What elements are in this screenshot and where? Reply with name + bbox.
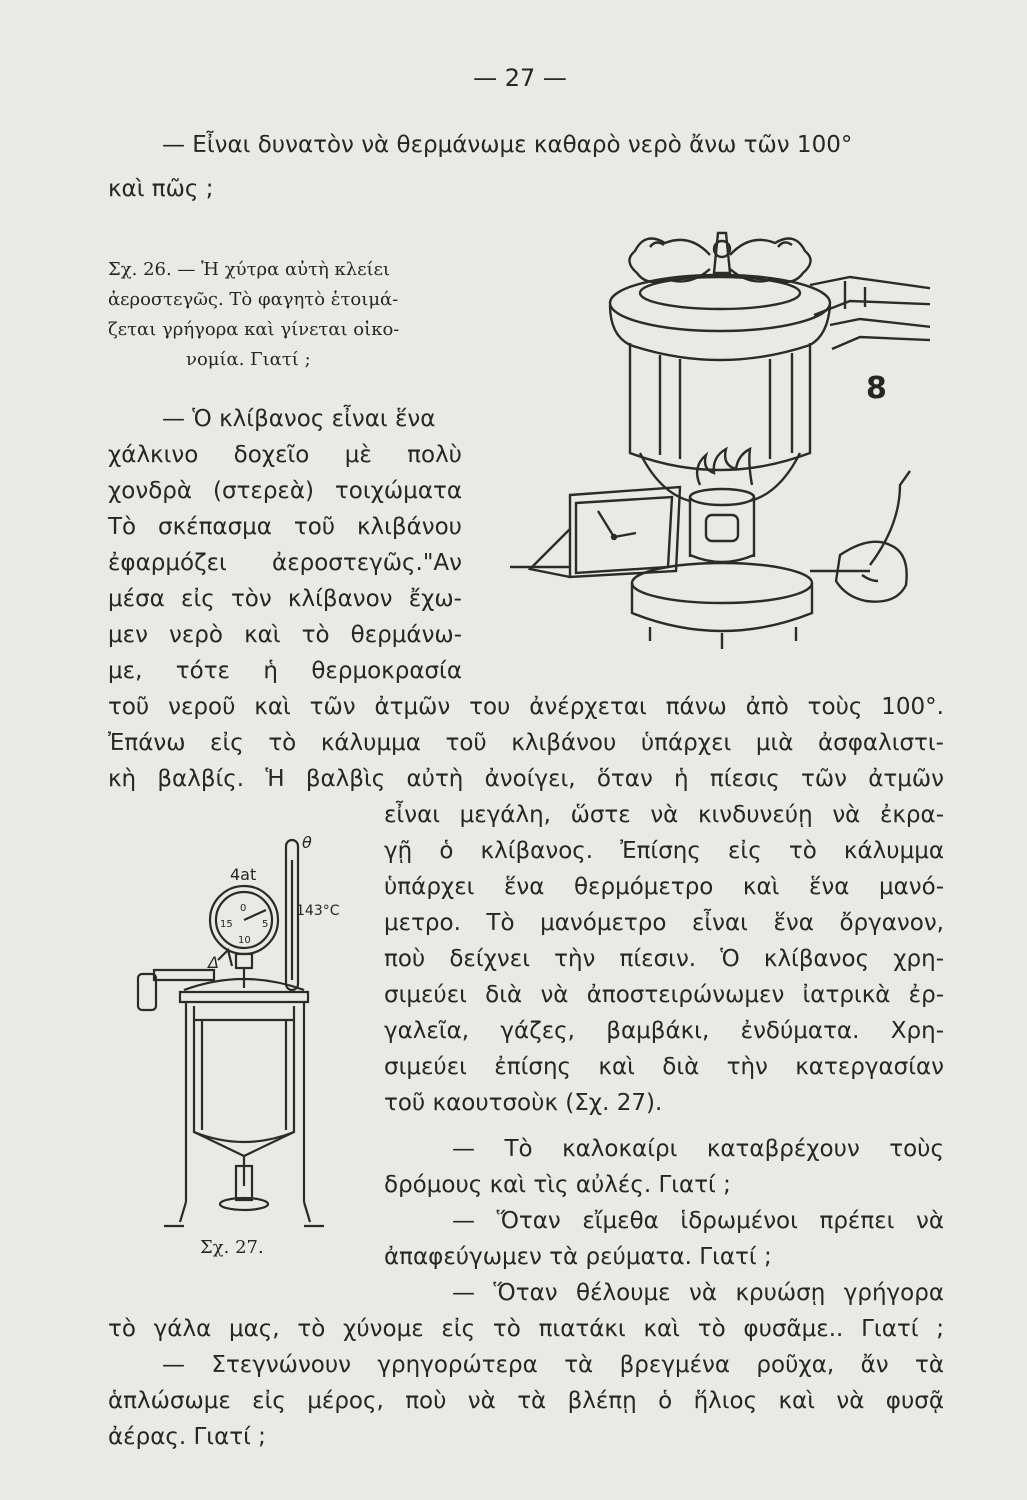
question-line-2: δρόμους καὶ τὶς αὐλές. Γιατί ; [384,1172,731,1198]
question-line-4: ἀπαφεύγωμεν τὰ ρεύματα. Γιατί ; [384,1244,772,1270]
paragraph1-line-12: εἶναι μεγάλη, ὥστε νὰ κινδυνεύῃ νὰ ἐκρα- [384,802,944,828]
paragraph1-line-13: γῇ ὁ κλίβανος. Ἐπίσης εἰς τὸ κάλυμμα [384,838,944,864]
paragraph1-line-8: με, τότε ἡ θερμοκρασία [108,658,462,684]
paragraph1-line-7: μεν νερὸ καὶ τὸ θερμάνω- [108,622,462,648]
figure27-dial-bottom-label: 10 [238,935,251,946]
figure26-label: 8 [866,371,887,406]
figure27-pressure-label: 4at [230,865,257,884]
paragraph1-line-16: ποὺ δείχνει τὴν πίεσιν. Ὁ κλίβανος χρη- [384,946,944,972]
paragraph1-line-19: σιμεύει ἐπίσης καὶ διὰ τὴν κατεργασίαν [384,1054,944,1080]
paragraph1-line-9: τοῦ νεροῦ καὶ τῶν ἀτμῶν του ἀνέρχεται πάνω ἀπὸ τοὺς 100°. [108,694,944,720]
question-line-3: — Ὅταν εἴμεθα ἱδρωμένοι πρέπει νὰ [452,1208,944,1234]
question-line-6: τὸ γάλα μας, τὸ χύνομε εἰς τὸ πιατάκι καὶ τὸ φυσᾶμε.. Γιατί ; [108,1316,944,1342]
page-number: — 27 — [473,64,567,92]
figure27-dial-right-label: 5 [262,919,269,930]
paragraph1-line-14: ὑπάρχει ἕνα θερμόμετρο καὶ ἕνα μανό- [384,874,944,900]
question-line-7: — Στεγνώνουν γρηγορώτερα τὰ βρεγμένα ροῦχα, ἄν τὰ [162,1352,944,1378]
paragraph1-line-1: — Ὁ κλίβανος εἶναι ἕνα [162,406,436,432]
paragraph1-line-18: γαλεῖα, γάζες, βαμβάκι, ἐνδύματα. Χρη- [384,1018,944,1044]
paragraph1-line-11: κὴ βαλβίς. Ἡ βαλβὶς αὐτὴ ἀνοίγει, ὅταν ἡ πίεσις τῶν ἀτμῶν [108,766,944,792]
figure26-caption-line-2: ἀεροστεγῶς. Τὸ φαγητὸ ἑτοιμά- [108,289,399,310]
intro-question-line-2: καὶ πῶς ; [108,176,214,202]
paragraph1-line-15: μετρο. Τὸ μανόμετρο εἶναι ἕνα ὄργανον, [384,910,944,936]
paragraph1-line-20: τοῦ καουτσοὺκ (Σχ. 27). [384,1090,663,1116]
paragraph1-line-2: χάλκινο δοχεῖο μὲ πολὺ [108,442,462,468]
question-line-5: — Ὅταν θέλουμε νὰ κρυώσῃ γρήγορα [452,1280,944,1306]
figure27-dial-top-label: 0 [240,903,247,914]
paragraph1-line-10: Ἐπάνω εἰς τὸ κάλυμμα τοῦ κλιβάνου ὑπάρχει μιὰ ἀσφαλιστι- [108,730,944,756]
paragraph1-line-6: μέσα εἰς τὸν κλίβανον ἔχω- [108,586,462,612]
question-line-9: ἀέρας. Γιατί ; [108,1424,266,1450]
figure26-pressure-cooker-illustration [510,215,930,655]
figure27-theta-label: θ [302,833,312,852]
figure27-dial-left-label: 15 [220,919,233,930]
paragraph1-line-17: σιμεύει διὰ νὰ ἀποστειρώνωμεν ἰατρικὰ ἐρ- [384,982,944,1008]
paragraph1-line-4: Τὸ σκέπασμα τοῦ κλιβάνου [108,514,462,540]
question-line-1: — Τὸ καλοκαίρι καταβρέχουν τοὺς [452,1136,944,1162]
paragraph1-line-5: ἐφαρμόζει ἀεροστεγῶς."Αν [108,550,462,576]
figure26-caption-line-1: Σχ. 26. — Ἡ χύτρα αὐτὴ κλείει [108,259,390,280]
figure27-delta-label: Δ [208,953,219,972]
figure26-caption-line-3: ζεται γρήγορα καὶ γίνεται οἰκο- [108,319,400,340]
intro-question-line-1: — Εἶναι δυνατὸν νὰ θερμάνωμε καθαρὸ νερὸ ἄνω τῶν 100° [162,132,853,158]
question-line-8: ἁπλώσωμε εἰς μέρος, ποὺ νὰ τὰ βλέπῃ ὁ ἥλιος καὶ νὰ φυσᾷ [108,1388,944,1414]
figure27-caption: Σχ. 27. [200,1237,264,1258]
figure27-autoclave-illustration [124,820,334,1230]
paragraph1-line-3: χονδρὰ (στερεὰ) τοιχώματα [108,478,462,504]
figure26-caption-line-4: νομία. Γιατί ; [186,349,311,370]
figure27-temperature-label: 143°C [296,903,340,919]
